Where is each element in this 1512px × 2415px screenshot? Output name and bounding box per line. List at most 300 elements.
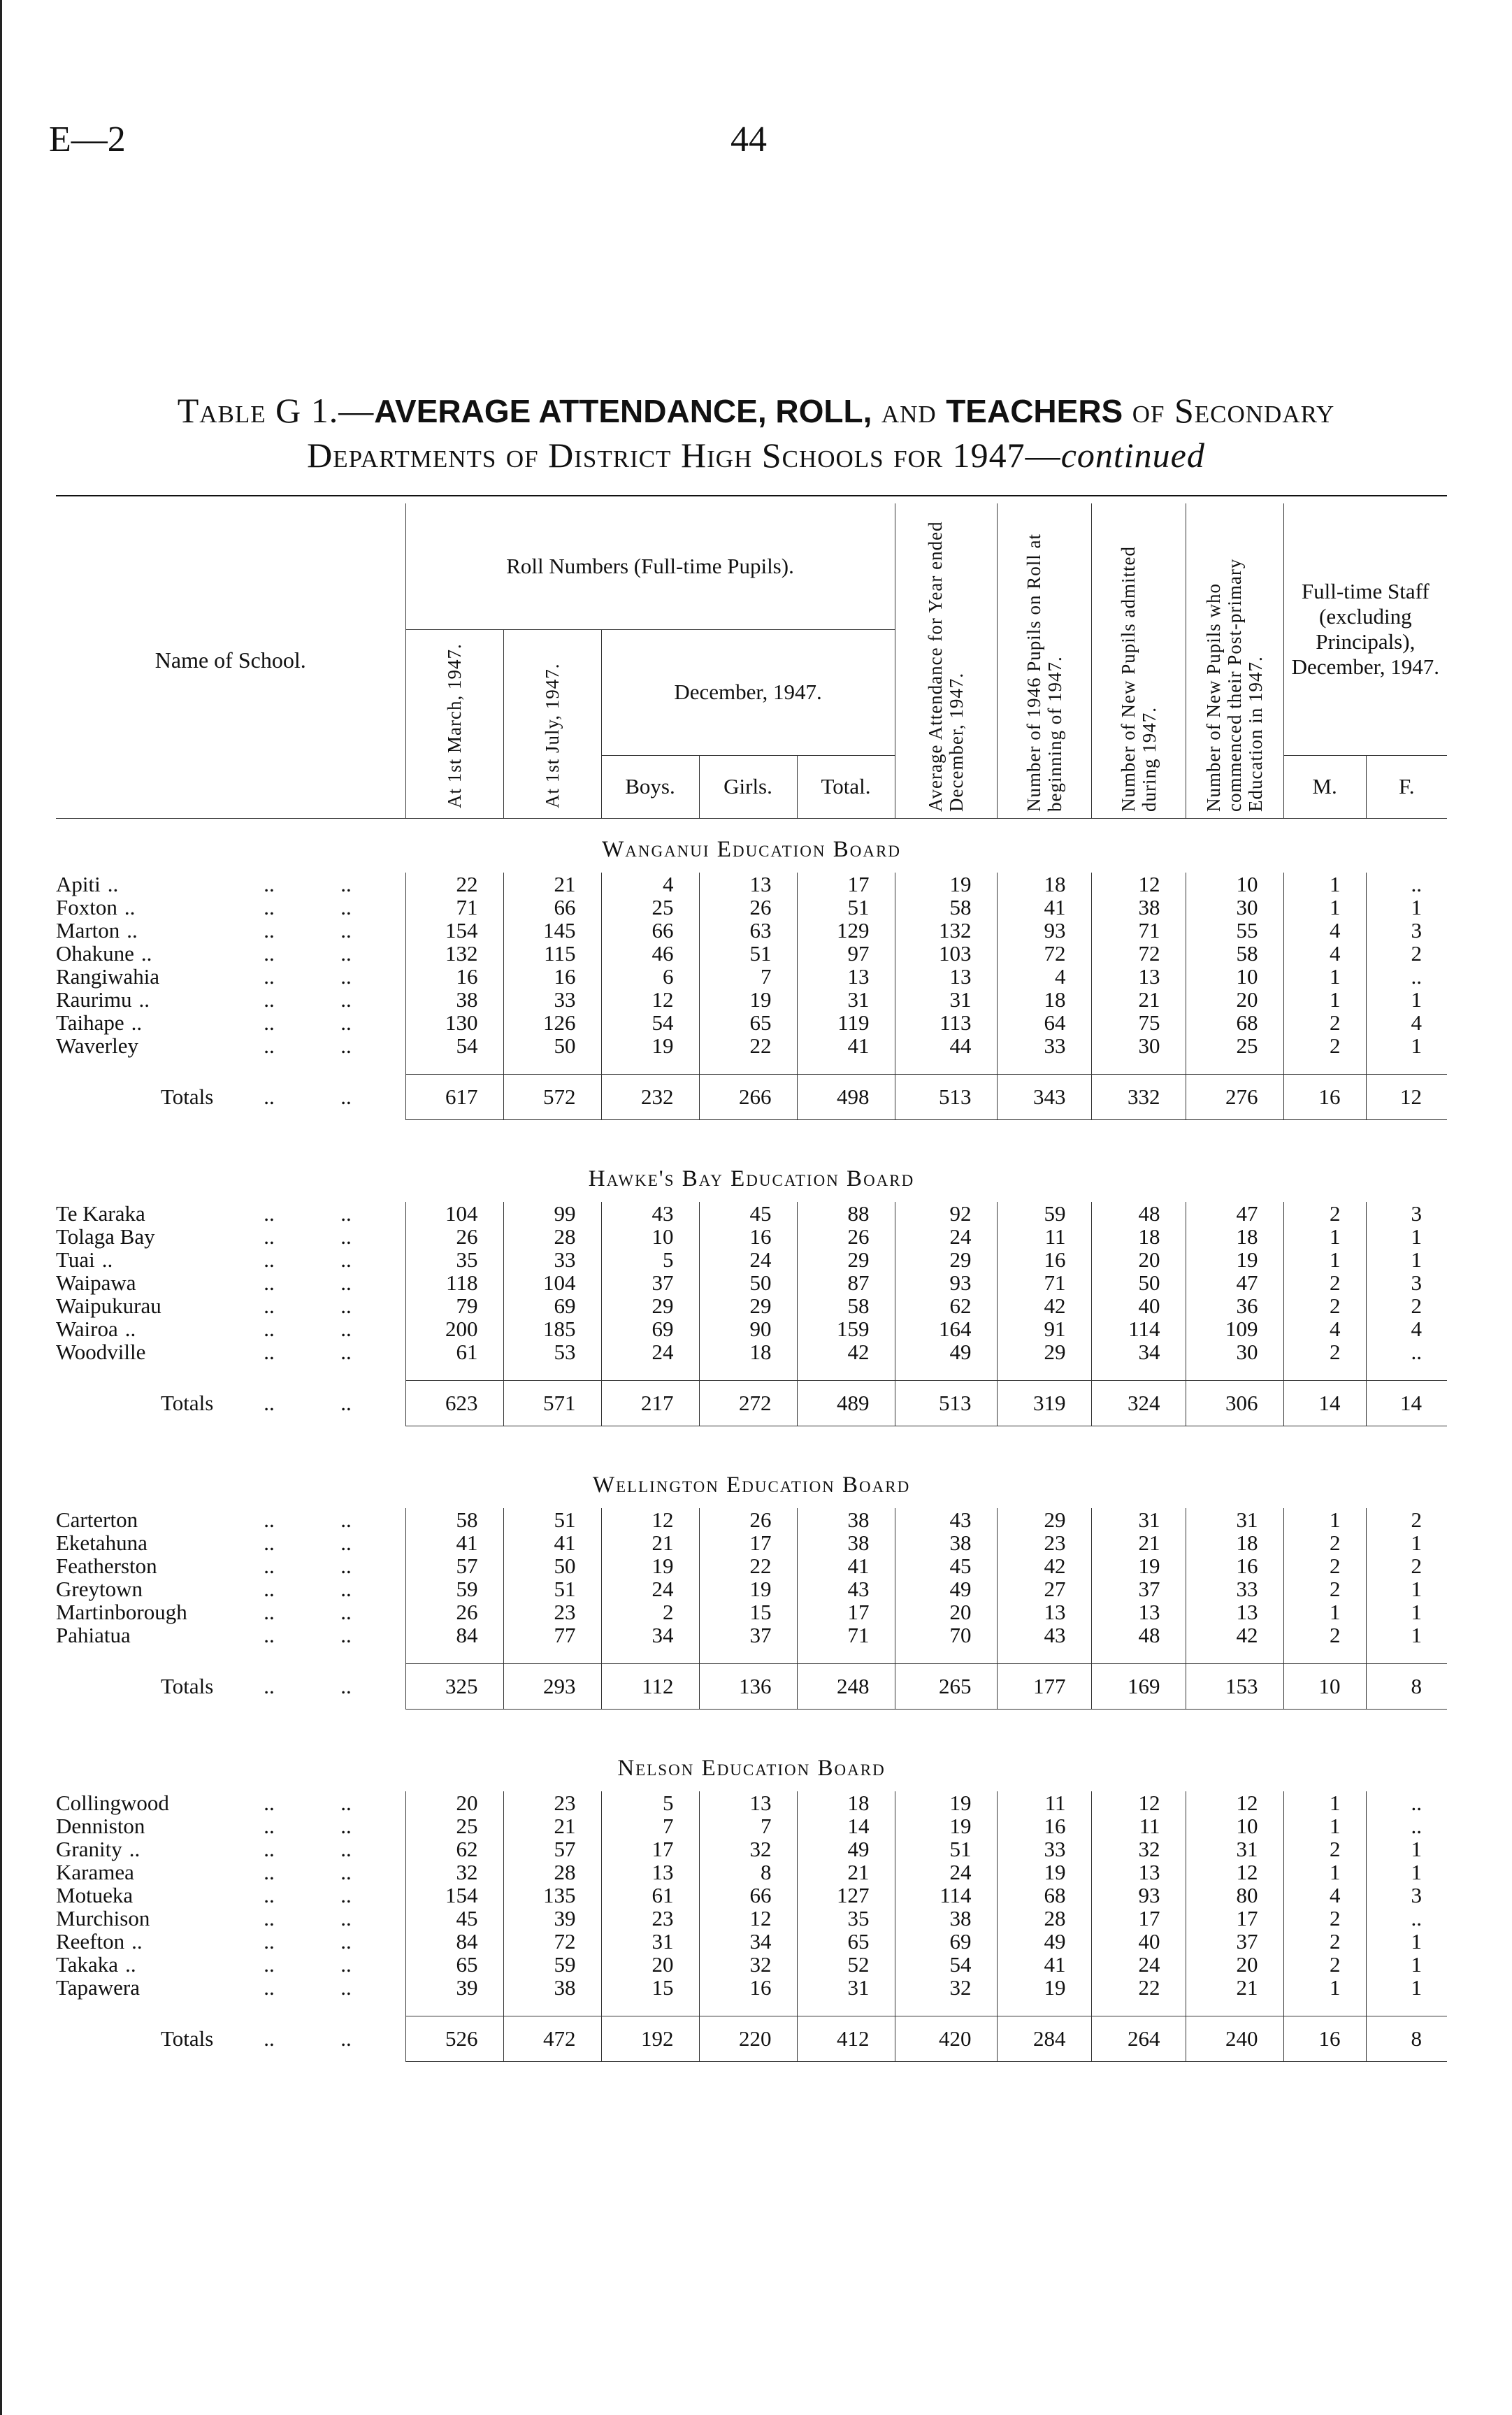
total-cell: 266 (699, 1074, 797, 1119)
spacer-cell (895, 1999, 997, 2016)
value-cell: 1 (1283, 965, 1366, 988)
value-cell: 24 (895, 1861, 997, 1884)
school-name-cell (56, 1202, 405, 1225)
value-cell: 61 (601, 1884, 699, 1907)
leader-dots: .. (340, 1859, 352, 1884)
value-cell: 31 (601, 1930, 699, 1953)
value-cell: 69 (895, 1930, 997, 1953)
value-cell: 16 (997, 1814, 1091, 1837)
leader-dots: .. (124, 1316, 136, 1341)
school-name-cell (56, 1837, 405, 1861)
totals-label: Totals (161, 2026, 214, 2051)
value-cell: 1 (1366, 1577, 1447, 1600)
spacer-cell (1366, 1999, 1447, 2016)
leader-dots: .. (340, 1928, 352, 1954)
value-cell: 21 (1091, 988, 1186, 1011)
school-name-text: Foxton (56, 894, 117, 919)
value-cell: 1 (1366, 1531, 1447, 1554)
value-cell: 92 (895, 1202, 997, 1225)
header-new-pupils-text: Number of New Pupils admitted during 1947. (1117, 545, 1160, 812)
school-name (56, 1317, 231, 1340)
value-cell: 20 (1091, 1248, 1186, 1271)
value-cell: 66 (503, 896, 601, 919)
value-cell: 21 (503, 1814, 601, 1837)
value-cell: 17 (797, 873, 895, 896)
spacer-cell (699, 1057, 797, 1075)
spacer-cell (503, 1999, 601, 2016)
leader-dots: .. (264, 1390, 275, 1415)
value-cell: 25 (601, 896, 699, 919)
table-row (56, 1034, 1447, 1057)
value-cell: 35 (405, 1248, 503, 1271)
value-cell: 3 (1366, 1271, 1447, 1294)
title-bold-2: TEACHERS (946, 393, 1123, 429)
school-name-cell (56, 1930, 405, 1953)
school-name (56, 1861, 231, 1884)
value-cell: 33 (1186, 1577, 1283, 1600)
spacer-cell (997, 1647, 1091, 1664)
value-cell: .. (1366, 1907, 1447, 1930)
school-name-cell (56, 1577, 405, 1600)
leader-dots: .. (264, 1599, 275, 1624)
spacer-row (56, 1363, 1447, 1381)
school-name-text: Collingwood (56, 1790, 169, 1815)
value-cell: 4 (1366, 1011, 1447, 1034)
value-cell: 4 (1366, 1317, 1447, 1340)
spacer-cell (1366, 1647, 1447, 1664)
value-cell: 3 (1366, 1202, 1447, 1225)
school-name-text: Wairoa (56, 1316, 118, 1341)
value-cell: 4 (1283, 942, 1366, 965)
value-cell: 14 (797, 1814, 895, 1837)
value-cell: 12 (601, 1508, 699, 1531)
school-name-cell (56, 1271, 405, 1294)
value-cell: 32 (699, 1953, 797, 1976)
subtitle-continued: continued (1060, 436, 1205, 475)
value-cell: 7 (699, 1814, 797, 1837)
table-row (56, 1554, 1447, 1577)
title-suffix: of Secondary (1123, 391, 1335, 430)
value-cell: 1 (1283, 1600, 1366, 1624)
value-cell: 50 (1091, 1271, 1186, 1294)
total-cell: 412 (797, 2016, 895, 2061)
value-cell: 18 (699, 1340, 797, 1363)
value-cell: 135 (503, 1884, 601, 1907)
table-title (0, 390, 1512, 431)
value-cell: 18 (1186, 1531, 1283, 1554)
value-cell: 13 (797, 965, 895, 988)
value-cell: 68 (1186, 1011, 1283, 1034)
value-cell: 4 (601, 873, 699, 896)
spacer-cell (56, 1057, 405, 1075)
value-cell: 52 (797, 1953, 895, 1976)
table-row (56, 1531, 1447, 1554)
school-name-text: Tolaga Bay (56, 1224, 155, 1249)
value-cell: 23 (503, 1791, 601, 1814)
school-name (56, 942, 231, 965)
value-cell: 1 (1366, 896, 1447, 919)
value-cell: 2 (1283, 1034, 1366, 1057)
page-number: 44 (730, 120, 767, 159)
total-cell: 10 (1283, 1663, 1366, 1709)
value-cell: 49 (895, 1340, 997, 1363)
leader-dots: .. (264, 1882, 275, 1907)
value-cell: 71 (1091, 919, 1186, 942)
table-row (56, 1271, 1447, 1294)
value-cell: 2 (1283, 1577, 1366, 1600)
value-cell: 1 (1283, 988, 1366, 1011)
leader-dots: .. (264, 1673, 275, 1698)
value-cell: 103 (895, 942, 997, 965)
spacer-cell (1091, 1647, 1186, 1664)
value-cell: 49 (997, 1930, 1091, 1953)
total-cell: 332 (1091, 1074, 1186, 1119)
value-cell: 45 (699, 1202, 797, 1225)
leader-dots: .. (101, 1247, 113, 1272)
value-cell: 59 (503, 1953, 601, 1976)
value-cell: 19 (699, 988, 797, 1011)
value-cell: 2 (1283, 1340, 1366, 1363)
gap-cell (56, 1709, 1447, 1737)
total-cell: 324 (1091, 1380, 1186, 1426)
value-cell: 65 (405, 1953, 503, 1976)
leader-dots: .. (264, 1622, 275, 1647)
board-heading-row (56, 818, 1447, 873)
leader-dots: .. (264, 963, 275, 989)
leader-dots: .. (340, 1084, 352, 1109)
value-cell: 1 (1366, 1225, 1447, 1248)
leader-dots: .. (340, 917, 352, 943)
table-row (56, 1907, 1447, 1930)
total-cell: 217 (601, 1380, 699, 1426)
school-name-cell (56, 1554, 405, 1577)
value-cell: 104 (405, 1202, 503, 1225)
value-cell: 12 (699, 1907, 797, 1930)
school-name-text: Granity (56, 1836, 122, 1861)
value-cell: 23 (997, 1531, 1091, 1554)
spacer-row (56, 1057, 1447, 1075)
value-cell: 25 (405, 1814, 503, 1837)
leader-dots: .. (340, 1813, 352, 1838)
school-name-cell (56, 1011, 405, 1034)
school-name-cell (56, 919, 405, 942)
totals-row (56, 2016, 1447, 2061)
value-cell: 1 (1366, 1930, 1447, 1953)
value-cell: 62 (895, 1294, 997, 1317)
school-name (56, 1011, 231, 1034)
school-name-cell (56, 1317, 405, 1340)
value-cell: 58 (895, 896, 997, 919)
spacer-cell (797, 1647, 895, 1664)
value-cell: 23 (601, 1907, 699, 1930)
table-row (56, 1814, 1447, 1837)
value-cell: 37 (601, 1271, 699, 1294)
value-cell: 18 (797, 1791, 895, 1814)
leader-dots: .. (127, 917, 138, 943)
value-cell: 51 (797, 896, 895, 919)
leader-dots: .. (131, 1010, 143, 1035)
value-cell: 13 (1091, 965, 1186, 988)
total-cell: 136 (699, 1663, 797, 1709)
value-cell: 30 (1186, 896, 1283, 919)
value-cell: 1 (1283, 896, 1366, 919)
spacer-cell (1366, 1057, 1447, 1075)
school-name (56, 1202, 231, 1225)
spacer-cell (1091, 1999, 1186, 2016)
value-cell: 130 (405, 1011, 503, 1034)
value-cell: 70 (895, 1624, 997, 1647)
value-cell: 31 (1186, 1837, 1283, 1861)
value-cell: 26 (699, 896, 797, 919)
school-name (56, 1508, 231, 1531)
value-cell: 93 (895, 1271, 997, 1294)
value-cell: 37 (1186, 1930, 1283, 1953)
value-cell: 51 (699, 942, 797, 965)
school-name-cell (56, 1791, 405, 1814)
board-heading-row (56, 1148, 1447, 1202)
totals-label: Totals (161, 1390, 214, 1415)
value-cell: 51 (503, 1577, 601, 1600)
school-name (56, 988, 231, 1011)
value-cell: 32 (895, 1976, 997, 1999)
spacer-cell (797, 1363, 895, 1381)
value-cell: 21 (1091, 1531, 1186, 1554)
totals-label: Totals (161, 1084, 214, 1109)
totals-label: Totals (161, 1673, 214, 1698)
school-name-text: Motueka (56, 1882, 134, 1907)
value-cell: 11 (997, 1791, 1091, 1814)
value-cell: 50 (699, 1271, 797, 1294)
value-cell: 29 (895, 1248, 997, 1271)
leader-dots: .. (264, 1790, 275, 1815)
value-cell: 38 (797, 1508, 895, 1531)
school-name-text: Greytown (56, 1576, 143, 1601)
value-cell: 58 (1186, 942, 1283, 965)
total-cell: 177 (997, 1663, 1091, 1709)
value-cell: 32 (699, 1837, 797, 1861)
school-name-text: Raurimu (56, 987, 132, 1012)
school-name (56, 1294, 231, 1317)
value-cell: 57 (405, 1554, 503, 1577)
value-cell: 22 (699, 1554, 797, 1577)
value-cell: 48 (1091, 1202, 1186, 1225)
value-cell: 99 (503, 1202, 601, 1225)
table-row (56, 896, 1447, 919)
value-cell: 1 (1283, 1508, 1366, 1531)
value-cell: 19 (895, 1791, 997, 1814)
spacer-cell (895, 1647, 997, 1664)
value-cell: 15 (601, 1976, 699, 1999)
value-cell: 1 (1366, 1034, 1447, 1057)
total-cell: 572 (503, 1074, 601, 1119)
value-cell: 11 (997, 1225, 1091, 1248)
table-row (56, 1317, 1447, 1340)
value-cell: 33 (503, 1248, 601, 1271)
value-cell: 4 (1283, 919, 1366, 942)
value-cell: 1 (1366, 1976, 1447, 1999)
school-name-text: Tuai (56, 1247, 95, 1272)
total-cell: 12 (1366, 1074, 1447, 1119)
value-cell: 21 (503, 873, 601, 896)
leader-dots: .. (264, 1247, 275, 1272)
value-cell: 47 (1186, 1202, 1283, 1225)
value-cell: 1 (1366, 1624, 1447, 1647)
total-cell: 325 (405, 1663, 503, 1709)
value-cell: 45 (405, 1907, 503, 1930)
value-cell: 80 (1186, 1884, 1283, 1907)
school-name-cell (56, 1600, 405, 1624)
spacer-cell (56, 1363, 405, 1381)
spacer-cell (503, 1057, 601, 1075)
spacer-cell (1186, 1057, 1283, 1075)
header-march (405, 629, 503, 818)
value-cell: 48 (1091, 1624, 1186, 1647)
leader-dots: .. (124, 894, 136, 919)
gap-row (56, 1119, 1447, 1148)
value-cell: 51 (503, 1508, 601, 1531)
value-cell: 17 (797, 1600, 895, 1624)
table-row (56, 919, 1447, 942)
value-cell: 15 (699, 1600, 797, 1624)
value-cell: 2 (1283, 1202, 1366, 1225)
value-cell: 79 (405, 1294, 503, 1317)
spacer-cell (405, 1999, 503, 2016)
title-prefix: Table G 1.— (177, 391, 375, 430)
leader-dots: .. (340, 1576, 352, 1601)
school-name-text: Rangiwahia (56, 963, 160, 989)
value-cell: 71 (797, 1624, 895, 1647)
value-cell: 68 (997, 1884, 1091, 1907)
spacer-cell (601, 1999, 699, 2016)
school-name-text: Murchison (56, 1905, 150, 1930)
value-cell: 145 (503, 919, 601, 942)
total-cell: 276 (1186, 1074, 1283, 1119)
school-name-text: Marton (56, 917, 120, 943)
value-cell: 10 (1186, 965, 1283, 988)
value-cell: 2 (1283, 1554, 1366, 1577)
total-cell: 513 (895, 1074, 997, 1119)
leader-dots: .. (264, 1836, 275, 1861)
table-row (56, 1248, 1447, 1271)
value-cell: .. (1366, 873, 1447, 896)
value-cell: 53 (503, 1340, 601, 1363)
value-cell: 13 (601, 1861, 699, 1884)
leader-dots: .. (340, 871, 352, 896)
leader-dots: .. (264, 1951, 275, 1977)
total-cell: 306 (1186, 1380, 1283, 1426)
value-cell: 22 (405, 873, 503, 896)
value-cell: 24 (1091, 1953, 1186, 1976)
school-name-cell (56, 1294, 405, 1317)
value-cell: 24 (601, 1340, 699, 1363)
spacer-cell (601, 1057, 699, 1075)
table-row (56, 1202, 1447, 1225)
value-cell: 88 (797, 1202, 895, 1225)
value-cell: .. (1366, 1814, 1447, 1837)
value-cell: 84 (405, 1930, 503, 1953)
header-new-post-primary-text: Number of New Pupils who commenced their Post-primary Education in 1947. (1203, 558, 1267, 812)
spacer-cell (895, 1363, 997, 1381)
value-cell: 7 (699, 965, 797, 988)
board-heading: Nelson Education Board (617, 1755, 886, 1781)
value-cell: 93 (997, 919, 1091, 942)
total-cell: 112 (601, 1663, 699, 1709)
value-cell: 38 (895, 1907, 997, 1930)
leader-dots: .. (340, 1507, 352, 1532)
school-name (56, 1340, 231, 1363)
table-row (56, 1508, 1447, 1531)
spacer-cell (503, 1363, 601, 1381)
value-cell: 132 (405, 942, 503, 965)
value-cell: 4 (1283, 1884, 1366, 1907)
value-cell: 2 (1283, 1011, 1366, 1034)
total-cell: 293 (503, 1663, 601, 1709)
leader-dots: .. (264, 894, 275, 919)
gap-row (56, 1426, 1447, 1454)
total-cell: 513 (895, 1380, 997, 1426)
header-boys: Boys. (601, 755, 699, 818)
value-cell: 31 (1091, 1508, 1186, 1531)
value-cell: 2 (1283, 1907, 1366, 1930)
value-cell: 63 (699, 919, 797, 942)
leader-dots: .. (264, 871, 275, 896)
school-name-text: Takaka (56, 1951, 119, 1977)
total-cell: 498 (797, 1074, 895, 1119)
school-name (56, 1930, 231, 1953)
school-name-cell (56, 1861, 405, 1884)
value-cell: 32 (405, 1861, 503, 1884)
leader-dots: .. (340, 987, 352, 1012)
header-staff-f: F. (1366, 755, 1447, 818)
school-name-text: Waverley (56, 1033, 138, 1058)
value-cell: 12 (601, 988, 699, 1011)
value-cell: 29 (601, 1294, 699, 1317)
value-cell: .. (1366, 1791, 1447, 1814)
value-cell: 13 (1091, 1861, 1186, 1884)
totals-label-cell (56, 1074, 405, 1119)
table-row (56, 1011, 1447, 1034)
value-cell: 1 (1283, 1814, 1366, 1837)
value-cell: 43 (895, 1508, 997, 1531)
total-cell: 248 (797, 1663, 895, 1709)
page-edge (0, 0, 2, 2415)
header-new-post-primary (1186, 503, 1283, 818)
value-cell: 154 (405, 1884, 503, 1907)
value-cell: 72 (1091, 942, 1186, 965)
school-name (56, 1554, 231, 1577)
value-cell: 20 (601, 1953, 699, 1976)
leader-dots: .. (264, 940, 275, 966)
value-cell: 185 (503, 1317, 601, 1340)
header-staff-m: M. (1283, 755, 1366, 818)
value-cell: 66 (601, 919, 699, 942)
total-cell: 14 (1366, 1380, 1447, 1426)
value-cell: 65 (797, 1930, 895, 1953)
header-july (503, 629, 601, 818)
table-row (56, 1791, 1447, 1814)
leader-dots: .. (340, 2026, 352, 2051)
value-cell: 65 (699, 1011, 797, 1034)
school-name (56, 1814, 231, 1837)
totals-row (56, 1380, 1447, 1426)
value-cell: 54 (405, 1034, 503, 1057)
school-name-text: Featherston (56, 1553, 157, 1578)
table-row (56, 873, 1447, 896)
board-heading: Hawke's Bay Education Board (588, 1166, 915, 1191)
value-cell: 2 (1283, 1930, 1366, 1953)
leader-dots: .. (264, 1859, 275, 1884)
school-name-cell (56, 988, 405, 1011)
